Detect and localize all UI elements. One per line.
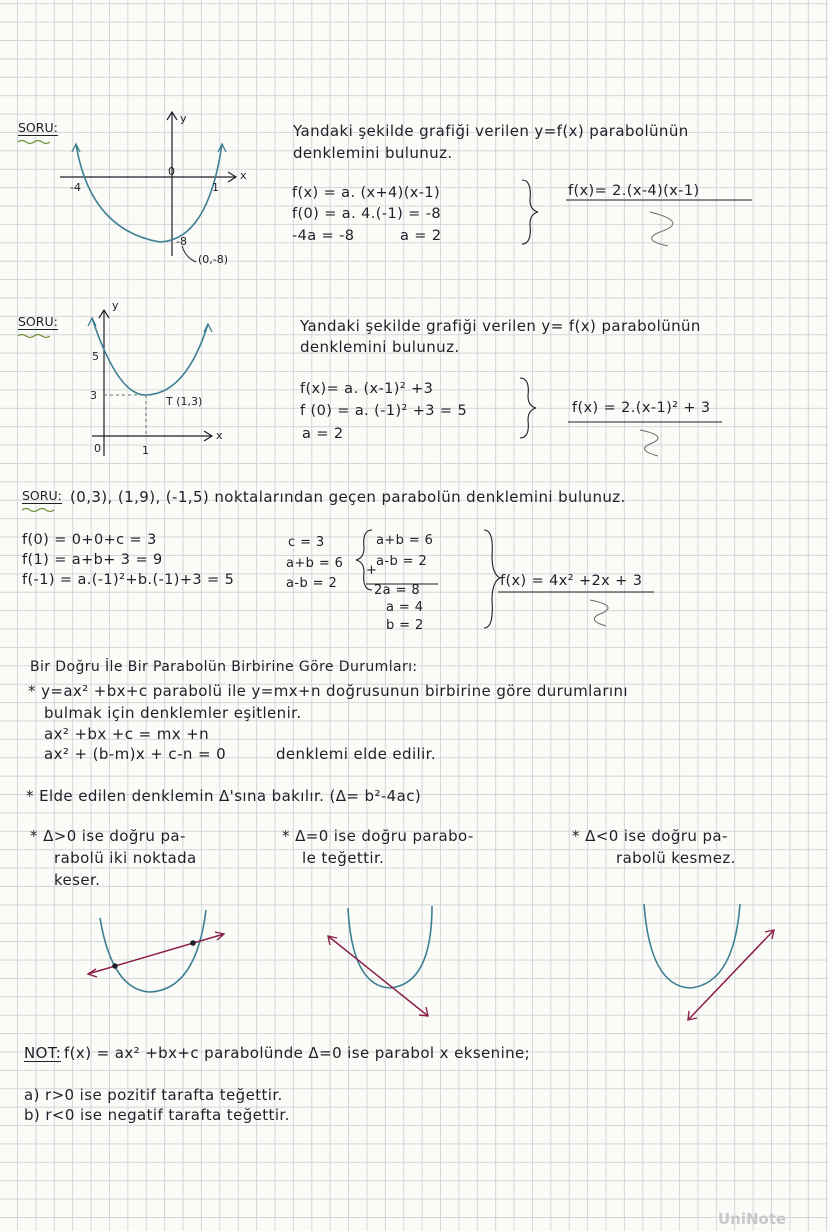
graph-1-x-label: x <box>240 169 247 182</box>
problem-3-left-step-1: f(0) = 0+0+c = 3 <box>22 532 157 548</box>
section-delta-line: * Elde edilen denklemin Δ'sına bakılır. (Δ= b²-4ac) <box>26 787 422 805</box>
graph-2-vertex-x: 1 <box>142 444 149 457</box>
problem-1-step-1: f(x) = a. (x+4)(x-1) <box>292 185 441 201</box>
note-item-a: a) r>0 ise pozitif tarafta teğettir. <box>24 1086 283 1104</box>
problem-1-question-line1: Yandaki şekilde grafiği verilen y=f(x) parabolünün <box>293 122 689 140</box>
problem-1-question-line2: denklemini bulunuz. <box>293 144 453 162</box>
graph-2-origin-label: 0 <box>94 442 101 455</box>
section-eq-1: ax² +bx +c = mx +n <box>44 725 210 743</box>
problem-3-left-step-2: f(1) = a+b+ 3 = 9 <box>22 552 163 568</box>
case-2-line <box>328 936 428 1016</box>
graph-1-origin-label: 0 <box>168 165 175 178</box>
graph-2-vertex-y: 3 <box>90 389 97 402</box>
problem-3-mid-step-2: a+b = 6 <box>286 556 344 571</box>
graph-2-x-label: x <box>216 429 223 442</box>
case-1-line-3: keser. <box>54 871 101 889</box>
watermark-logo: UniNote <box>718 1210 787 1228</box>
soru-label-2: SORU: <box>18 314 58 329</box>
graph-2-y-label: y <box>112 299 119 312</box>
case-3-line-2: rabolü kesmez. <box>616 849 736 867</box>
case-2-parabola <box>348 906 432 988</box>
case-2-line-1: * Δ=0 ise doğru parabo- <box>282 827 474 845</box>
problem-1-step-3: -4a = -8 <box>292 228 355 244</box>
system-eq-1: a+b = 6 <box>376 533 434 548</box>
problem-2-question-line2: denklemini bulunuz. <box>300 338 460 356</box>
problem-2-step-1: f(x)= a. (x-1)² +3 <box>300 381 434 397</box>
problem-1-result: f(x)= 2.(x-4)(x-1) <box>568 183 700 199</box>
system-plus: + <box>366 563 378 578</box>
case-1-point-b <box>190 940 196 946</box>
section-line-1: * y=ax² +bx+c parabolü ile y=mx+n doğrusunun birbirine göre durumlarını <box>28 682 628 700</box>
graph-1-root-right: 1 <box>212 181 219 194</box>
system-eq-4: a = 4 <box>386 600 424 615</box>
graph-2-vertex-point: T (1,3) <box>166 395 203 408</box>
section-title: Bir Doğru İle Bir Parabolün Birbirine Göre Durumları: <box>30 659 418 675</box>
problem-3-result: f(x) = 4x² +2x + 3 <box>500 573 643 589</box>
graph-1-vertex-point: (0,-8) <box>198 253 229 266</box>
problem-2-question-line1: Yandaki şekilde grafiği verilen y= f(x) parabolünün <box>300 317 701 335</box>
note-label: NOT: <box>24 1044 62 1062</box>
soru-label-3: SORU: <box>22 488 62 503</box>
section-line-2: bulmak için denklemler eşitlenir. <box>44 704 302 722</box>
case-1-parabola <box>100 910 206 992</box>
case-3-parabola <box>644 904 740 988</box>
problem-3-mid-step-3: a-b = 2 <box>286 576 338 591</box>
problem-1-step-4: a = 2 <box>400 228 442 244</box>
case-2-line-2: le teğettir. <box>302 849 385 867</box>
problem-1-step-2: f(0) = a. 4.(-1) = -8 <box>292 206 441 222</box>
section-eq-2: ax² + (b-m)x + c-n = 0 <box>44 745 227 763</box>
system-eq-5: b = 2 <box>386 618 424 633</box>
graph-1-y-intercept: -8 <box>176 235 187 248</box>
note-item-b: b) r<0 ise negatif tarafta teğettir. <box>24 1106 290 1124</box>
problem-2-step-2: f (0) = a. (-1)² +3 = 5 <box>300 403 468 419</box>
problem-3-mid-step-1: c = 3 <box>288 535 325 550</box>
problem-3-question: (0,3), (1,9), (-1,5) noktalarından geçen parabolün denklemini bulunuz. <box>70 488 626 506</box>
soru-label-1: SORU: <box>18 120 58 135</box>
problem-2-step-3: a = 2 <box>302 426 344 442</box>
problem-2-result: f(x) = 2.(x-1)² + 3 <box>572 400 711 416</box>
case-1-line-2: rabolü iki noktada <box>54 849 197 867</box>
case-3-line-1: * Δ<0 ise doğru pa- <box>572 827 728 845</box>
system-eq-2: a-b = 2 <box>376 554 428 569</box>
case-3-line <box>688 930 774 1020</box>
graph-2-y-intercept: 5 <box>92 350 99 363</box>
problem-3-left-step-3: f(-1) = a.(-1)²+b.(-1)+3 = 5 <box>22 572 235 588</box>
case-1-point-a <box>112 963 118 969</box>
note-text: f(x) = ax² +bx+c parabolünde Δ=0 ise parabol x eksenine; <box>64 1044 531 1062</box>
graph-1-y-label: y <box>180 112 187 125</box>
graph-1-root-left: -4 <box>70 181 81 194</box>
case-1-line-1: * Δ>0 ise doğru pa- <box>30 827 186 845</box>
section-eq-2-note: denklemi elde edilir. <box>276 745 437 763</box>
system-eq-3: 2a = 8 <box>374 583 421 598</box>
